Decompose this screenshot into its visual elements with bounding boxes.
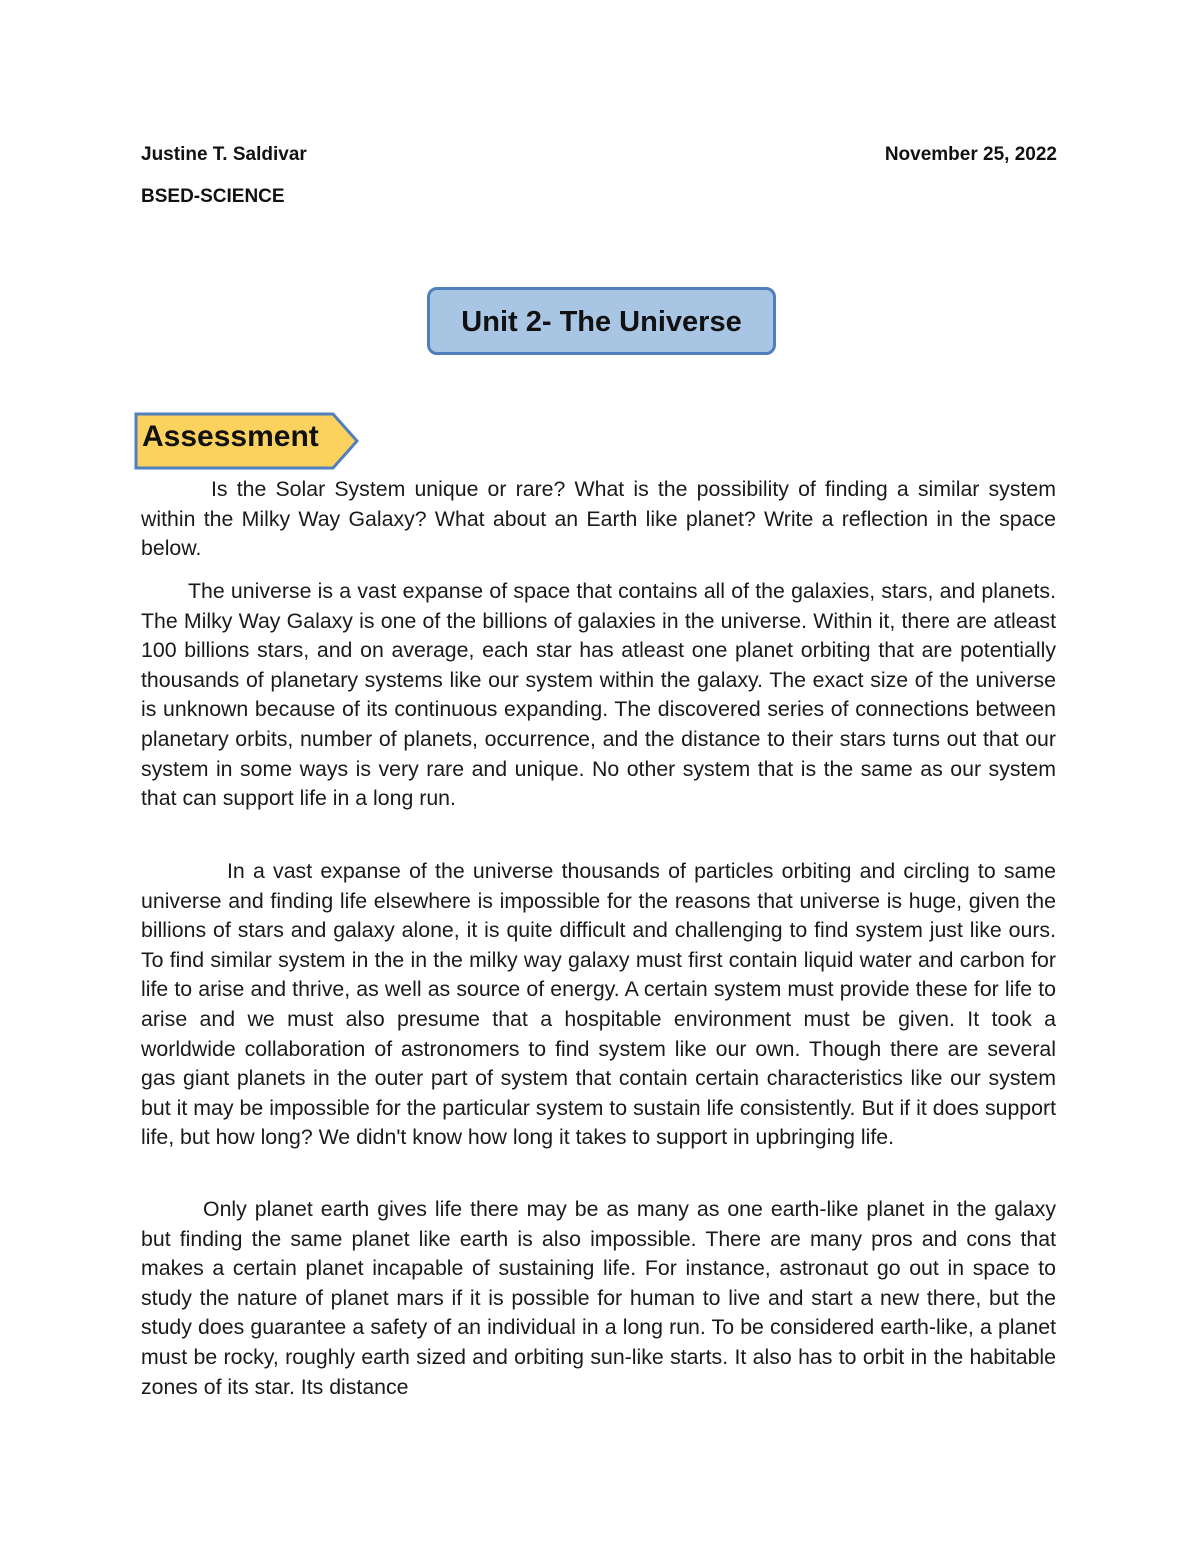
- assessment-tag: [134, 412, 360, 470]
- unit-title: Unit 2- The Universe: [461, 305, 742, 338]
- reflection-paragraph-1: The universe is a vast expanse of space that contains all of the galaxies, stars, and planets. The Milky Way Galaxy is one of the billions of galaxies in the universe. Within it, there are atleast 100 billions stars, and on average, each star has atleast one planet orbiting that are potentially thousands of planetary systems like our system within the galaxy. The exact size of the universe is unknown because of its continuous expanding. The discovered series of connections between planetary orbits, number of planets, occurrence, and the distance to their stars turns out that our system in some ways is very rare and unique. No other system that is the same as our system that can support life in a long run.: [141, 579, 1056, 811]
- assessment-question: Is the Solar System unique or rare? What is the possibility of finding a similar system within the Milky Way Galaxy? What about an Earth like planet? Write a reflection in the space below.: [141, 477, 1056, 561]
- reflection-paragraph-3: Only planet earth gives life there may be as many as one earth-like planet in the galaxy but finding the same planet like earth is also impossible. There are many pros and cons that makes a certain planet incapable of sustaining life. For instance, astronaut go out in space to study the nature of planet mars if it is possible for human to live and start a new there, but the study does guarantee a safety of an individual in a long run. To be considered earth-like, a planet must be rocky, roughly earth sized and orbiting sun-like starts. It also has to orbit in the habitable zones of its star. Its distance: [141, 1197, 1056, 1399]
- author-name: Justine T. Saldivar: [141, 144, 307, 165]
- document-date: November 25, 2022: [884, 144, 1057, 165]
- assessment-label: Assessment: [142, 420, 319, 453]
- unit-title-box: [427, 287, 776, 355]
- reflection-paragraph-2: In a vast expanse of the universe thousands of particles orbiting and circling to same universe and finding life elsewhere is impossible for the reasons that universe is huge, given the billions of stars and galaxy alone, it is quite difficult and challenging to find system just like ours. To find similar system in the in the milky way galaxy must first contain liquid water and carbon for life to arise and thrive, as well as source of energy. A certain system must provide these for life to arise and we must also presume that a hospitable environment must be given. It took a worldwide collaboration of astronomers to find system like our own. Though there are several gas giant planets in the outer part of system that contain certain characteristics like our system but it may be impossible for the particular system to sustain life consistently. But if it does support life, but how long? We didn't know how long it takes to support in upbringing life.: [141, 859, 1056, 1150]
- program-name: BSED-SCIENCE: [141, 186, 285, 207]
